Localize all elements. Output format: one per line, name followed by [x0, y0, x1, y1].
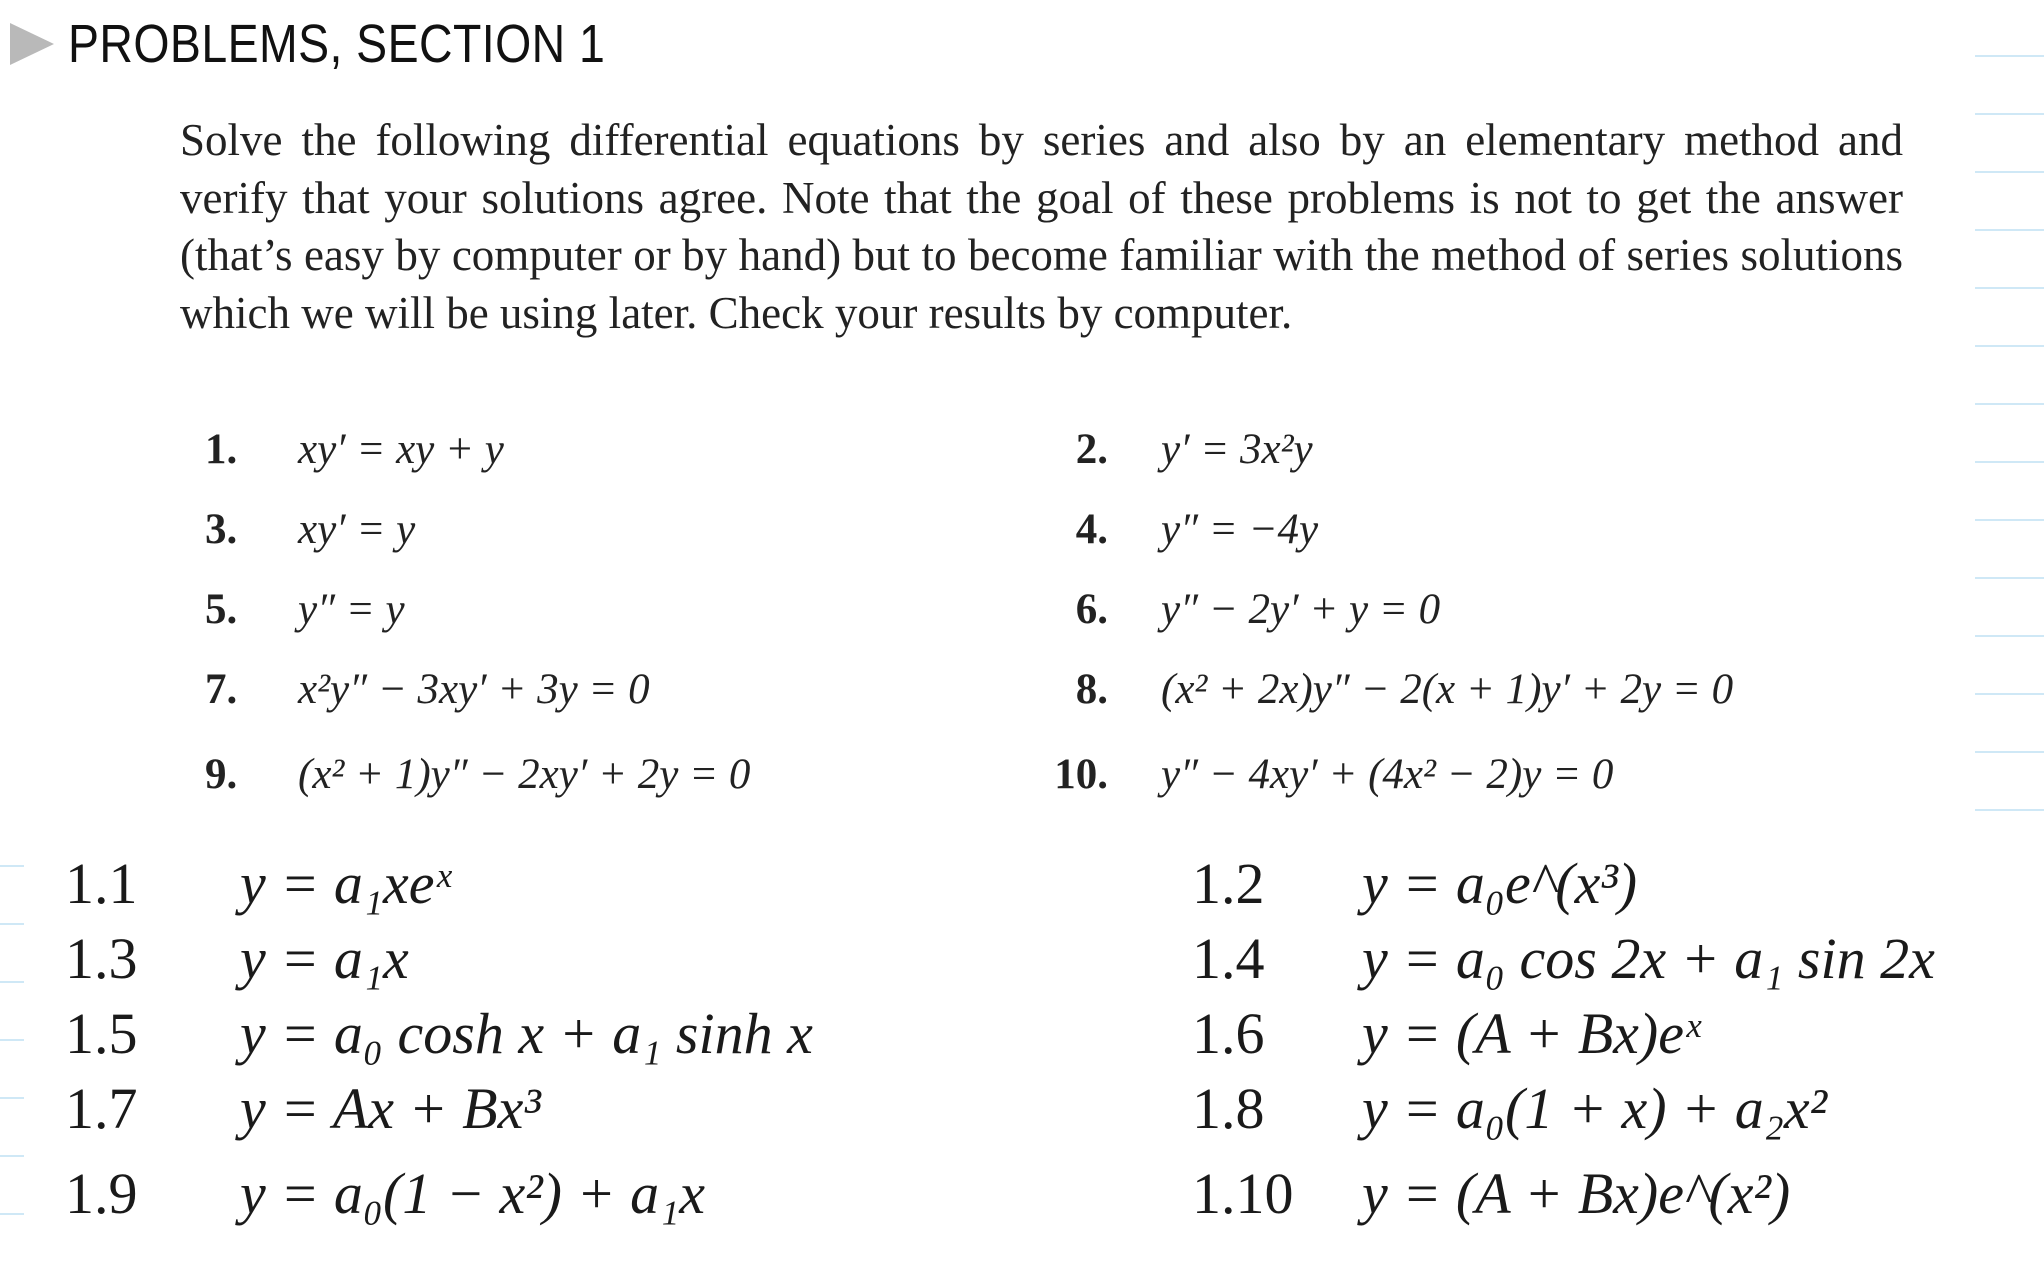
margin-rule — [0, 1039, 24, 1041]
answer-number: 1.4 — [1192, 926, 1265, 991]
answer-item — [1192, 925, 1935, 992]
answer-number: 1.5 — [65, 1001, 138, 1066]
answer-equation: y = (A + Bx)eˣ — [1362, 1001, 1701, 1066]
answer-item — [65, 1160, 705, 1227]
answer-item — [1192, 1075, 1827, 1142]
problem-number: 6. — [1075, 586, 1108, 633]
problem-item — [1060, 505, 1318, 554]
answer-number: 1.1 — [65, 851, 138, 916]
problem-number: 9. — [205, 751, 238, 798]
problem-equation: xy′ = xy + y — [298, 426, 504, 473]
problem-equation: (x² + 1)y″ − 2xy′ + 2y = 0 — [298, 751, 751, 798]
margin-rule — [0, 923, 24, 925]
answer-number: 1.6 — [1192, 1001, 1265, 1066]
margin-rule — [1975, 287, 2044, 289]
problem-equation: y′ = 3x²y — [1161, 426, 1313, 473]
problem-equation: x²y″ − 3xy′ + 3y = 0 — [298, 666, 650, 713]
problem-equation: y″ − 4xy′ + (4x² − 2)y = 0 — [1161, 751, 1614, 798]
margin-rule — [1975, 461, 2044, 463]
problem-number: 4. — [1075, 506, 1108, 553]
answer-equation: y = a₀ cosh x + a₁ sinh x — [240, 1001, 813, 1066]
answer-equation: y = a₀e^(x³) — [1362, 851, 1638, 916]
margin-rule — [1975, 345, 2044, 347]
margin-rule — [0, 865, 24, 867]
margin-rule — [1975, 693, 2044, 695]
problem-item — [1060, 425, 1313, 474]
answer-item — [65, 1075, 541, 1142]
margin-rule — [1975, 55, 2044, 57]
answer-number: 1.7 — [65, 1076, 138, 1141]
problem-number: 5. — [205, 586, 238, 633]
problem-number: 8. — [1075, 666, 1108, 713]
intro-paragraph: Solve the following differential equations by series and also by an elementary method and verify that your solutions agree. Note that the goal of these problems is not to get the answer (that’s easy by computer or by hand) but to become familiar with the method of series solutions which we will be using later. Check your results by computer. — [180, 115, 1903, 338]
margin-rule — [1975, 519, 2044, 521]
problem-item — [1060, 665, 1733, 714]
problem-item — [205, 665, 650, 714]
answer-equation: y = a₁x — [240, 926, 409, 991]
margin-rule — [1975, 113, 2044, 115]
answer-item — [65, 925, 409, 992]
section-header — [10, 14, 693, 74]
margin-rule — [1975, 171, 2044, 173]
problem-item — [205, 750, 750, 799]
problem-equation: xy′ = y — [298, 506, 416, 553]
margin-rule — [1975, 635, 2044, 637]
problem-item — [205, 585, 405, 634]
margin-rule — [0, 981, 24, 983]
answer-number: 1.8 — [1192, 1076, 1265, 1141]
margin-rule — [0, 1213, 24, 1215]
answer-item — [1192, 1160, 1790, 1227]
answer-equation: y = a₁xeˣ — [240, 851, 451, 916]
triangle-icon — [10, 23, 54, 65]
margin-rule — [1975, 809, 2044, 811]
section-title: PROBLEMS, SECTION 1 — [68, 14, 606, 74]
margin-rule — [1975, 229, 2044, 231]
problem-number: 2. — [1075, 426, 1108, 473]
problem-equation: (x² + 2x)y″ − 2(x + 1)y′ + 2y = 0 — [1161, 666, 1734, 713]
problem-item — [1060, 585, 1440, 634]
answer-equation: y = a₀ cos 2x + a₁ sin 2x — [1362, 926, 1935, 991]
answer-equation: y = Ax + Bx³ — [240, 1076, 541, 1141]
problem-equation: y″ − 2y′ + y = 0 — [1161, 586, 1441, 633]
problem-item — [205, 505, 415, 554]
problem-equation: y″ = −4y — [1161, 506, 1319, 553]
answer-number: 1.9 — [65, 1161, 138, 1226]
margin-rule — [1975, 751, 2044, 753]
answer-item — [65, 1000, 813, 1067]
problem-number: 3. — [205, 506, 238, 553]
margin-rule — [1975, 403, 2044, 405]
answer-number: 1.2 — [1192, 851, 1265, 916]
answer-item — [1192, 850, 1637, 917]
problem-number: 7. — [205, 666, 238, 713]
answer-number: 1.3 — [65, 926, 138, 991]
answer-item — [1192, 1000, 1700, 1067]
margin-rule — [0, 1155, 24, 1157]
answer-number: 1.10 — [1192, 1161, 1294, 1226]
answer-equation: y = a₀(1 + x) + a₂x² — [1362, 1076, 1827, 1141]
margin-rule — [1975, 577, 2044, 579]
answer-equation: y = (A + Bx)e^(x²) — [1362, 1161, 1791, 1226]
problem-number: 10. — [1054, 751, 1108, 798]
margin-rule — [0, 1097, 24, 1099]
problem-item — [205, 425, 504, 474]
problem-item — [1040, 750, 1613, 799]
answer-equation: y = a₀(1 − x²) + a₁x — [240, 1161, 705, 1226]
problem-equation: y″ = y — [298, 586, 405, 633]
answer-item — [65, 850, 451, 917]
problem-number: 1. — [205, 426, 238, 473]
